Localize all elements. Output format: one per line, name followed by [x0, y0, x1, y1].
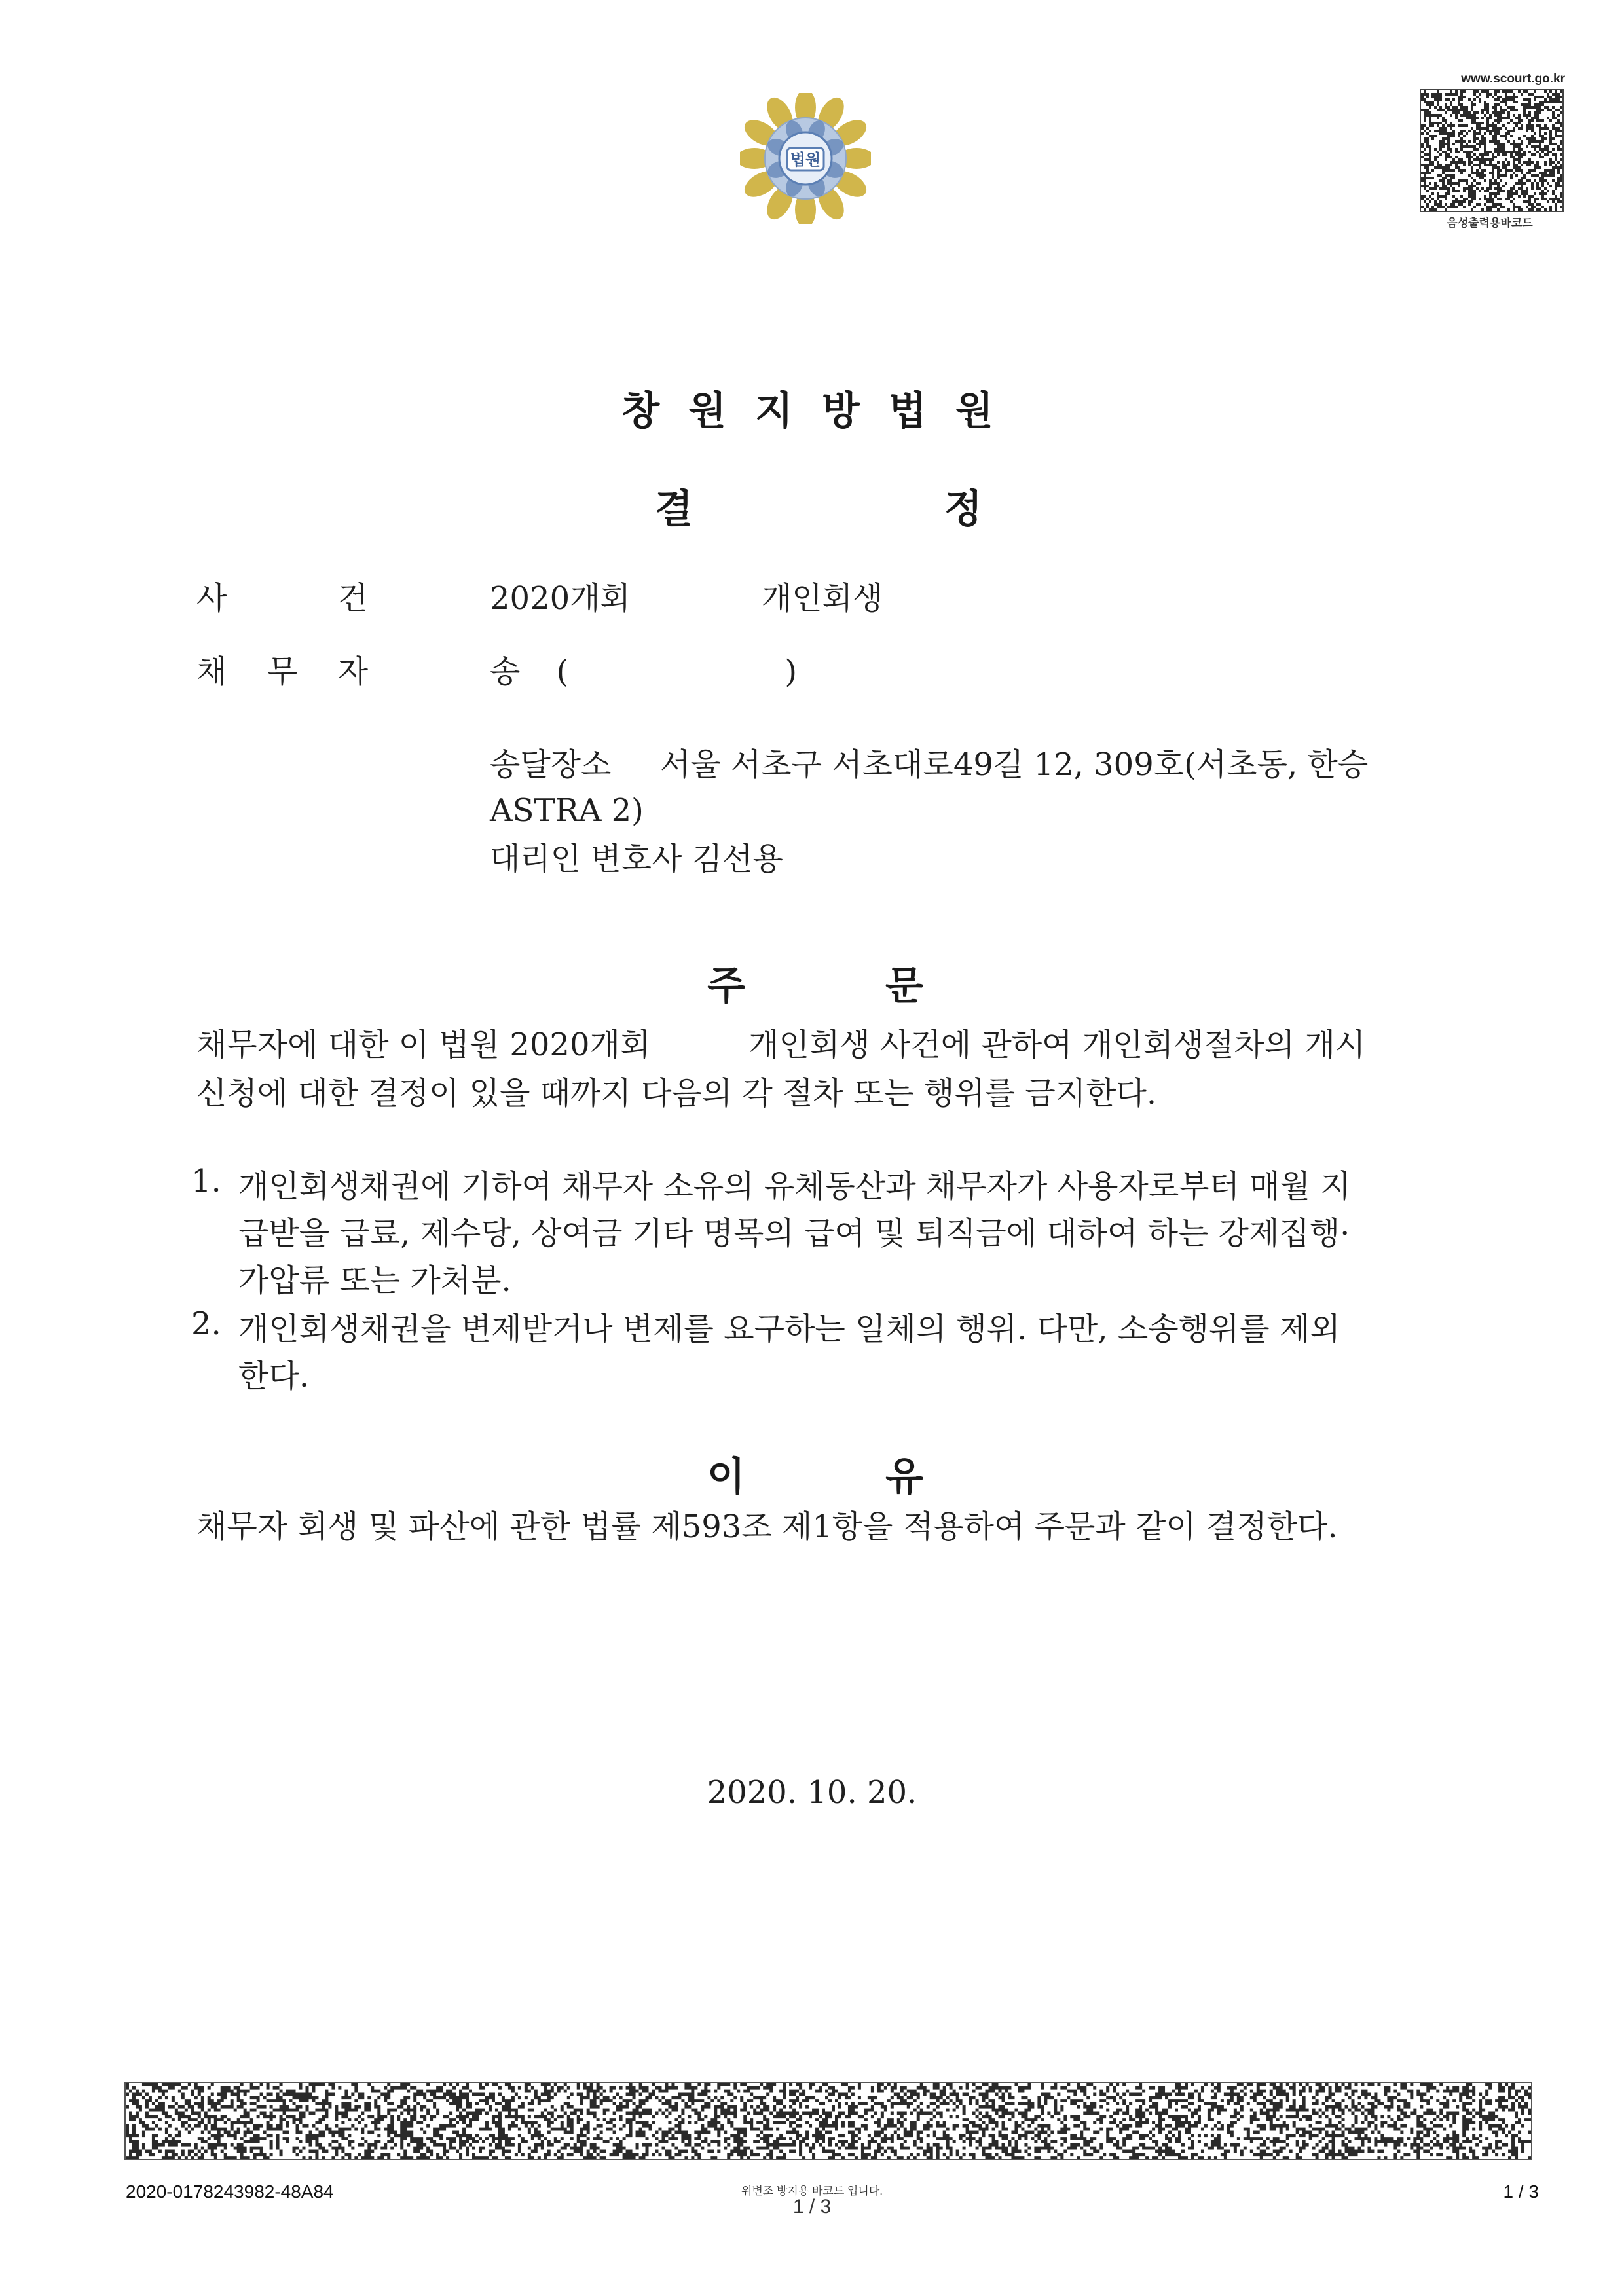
- order-heading-char: 문: [885, 963, 923, 1009]
- qr-caption: 음성출력용바코드: [1447, 217, 1533, 229]
- order-item-line: 급받을 급료, 제수당, 상여금 기타 명목의 급여 및 퇴직금에 대하여 하는 강제집행·: [238, 1215, 1350, 1252]
- document-id: 2020-0178243982-48A84: [126, 2181, 334, 2202]
- debtor-label-char: 자: [337, 653, 368, 690]
- anti-forgery-note: 위변조 방지용 바코드 입니다.: [741, 2185, 883, 2197]
- debtor-open-paren: (: [556, 653, 569, 690]
- anti-forgery-barcode: [124, 2082, 1532, 2160]
- reason-text: 채무자 회생 및 파산에 관한 법률 제593조 제1항을 적용하여 주문과 같이 결정한다.: [196, 1508, 1338, 1545]
- emblem-seal-text: 법원: [790, 151, 821, 169]
- debtor-name-visible: 송: [490, 653, 521, 690]
- reason-heading-char: 유: [885, 1454, 923, 1500]
- decision-date: 2020. 10. 20.: [707, 1774, 917, 1811]
- case-label-char: 건: [337, 580, 368, 617]
- debtor-close-paren: ): [784, 653, 798, 690]
- order-item: [191, 1163, 1435, 1304]
- case-label-char: 사: [196, 580, 227, 617]
- order-item-number: 1.: [191, 1163, 221, 1199]
- order-paragraph-line: 신청에 대한 결정이 있을 때까지 다음의 각 절차 또는 행위를 금지한다.: [196, 1075, 1157, 1112]
- court-emblem-icon: [740, 93, 871, 224]
- reason-heading: [707, 1446, 923, 1502]
- reason-heading-char: 이: [707, 1454, 745, 1500]
- qr-url: www.scourt.go.kr: [1461, 72, 1565, 86]
- title-char: 정: [944, 486, 982, 532]
- voice-output-qr-code: [1420, 89, 1564, 212]
- document-title: [655, 478, 982, 534]
- debtor-name: [490, 653, 797, 691]
- order-text: 채무자에 대한 이 법원 2020개회: [196, 1027, 651, 1063]
- page-number-right: 1 / 3: [1503, 2181, 1539, 2202]
- order-heading: [707, 955, 923, 1011]
- case-number-prefix: 2020개회: [490, 580, 631, 617]
- order-item-line: 개인회생채권을 변제받거나 변제를 요구하는 일체의 행위. 다만, 소송행위를 제외: [238, 1311, 1340, 1347]
- case-label: [196, 580, 368, 618]
- order-item-line: 가압류 또는 가처분.: [238, 1262, 511, 1299]
- case-number: [490, 580, 883, 618]
- order-item-line: 한다.: [238, 1358, 309, 1394]
- service-address: 서울 서초구 서초대로49길 12, 309호(서초동, 한승: [660, 746, 1369, 783]
- page-number-center: 1 / 3: [792, 2196, 832, 2217]
- court-name: 창원지방법원: [621, 388, 1022, 434]
- service-address-line: [490, 746, 1368, 784]
- service-address-label: 송달장소: [490, 746, 612, 783]
- service-address-continued: ASTRA 2): [490, 792, 644, 829]
- debtor-label-char: 채: [196, 653, 227, 690]
- order-text: 개인회생 사건에 관하여 개인회생절차의 개시: [748, 1027, 1366, 1063]
- agent-attorney: 대리인 변호사 김선용: [490, 841, 783, 877]
- debtor-label-char: 무: [267, 653, 298, 690]
- order-heading-char: 주: [707, 963, 745, 1009]
- debtor-label: [196, 653, 368, 691]
- title-char: 결: [655, 486, 693, 532]
- order-item-line: 개인회생채권에 기하여 채무자 소유의 유체동산과 채무자가 사용자로부터 매월 지: [238, 1168, 1351, 1205]
- order-paragraph-line: [196, 1027, 1365, 1065]
- order-item-number: 2.: [191, 1305, 221, 1342]
- case-type: 개인회생: [761, 580, 883, 617]
- order-item: [191, 1305, 1435, 1400]
